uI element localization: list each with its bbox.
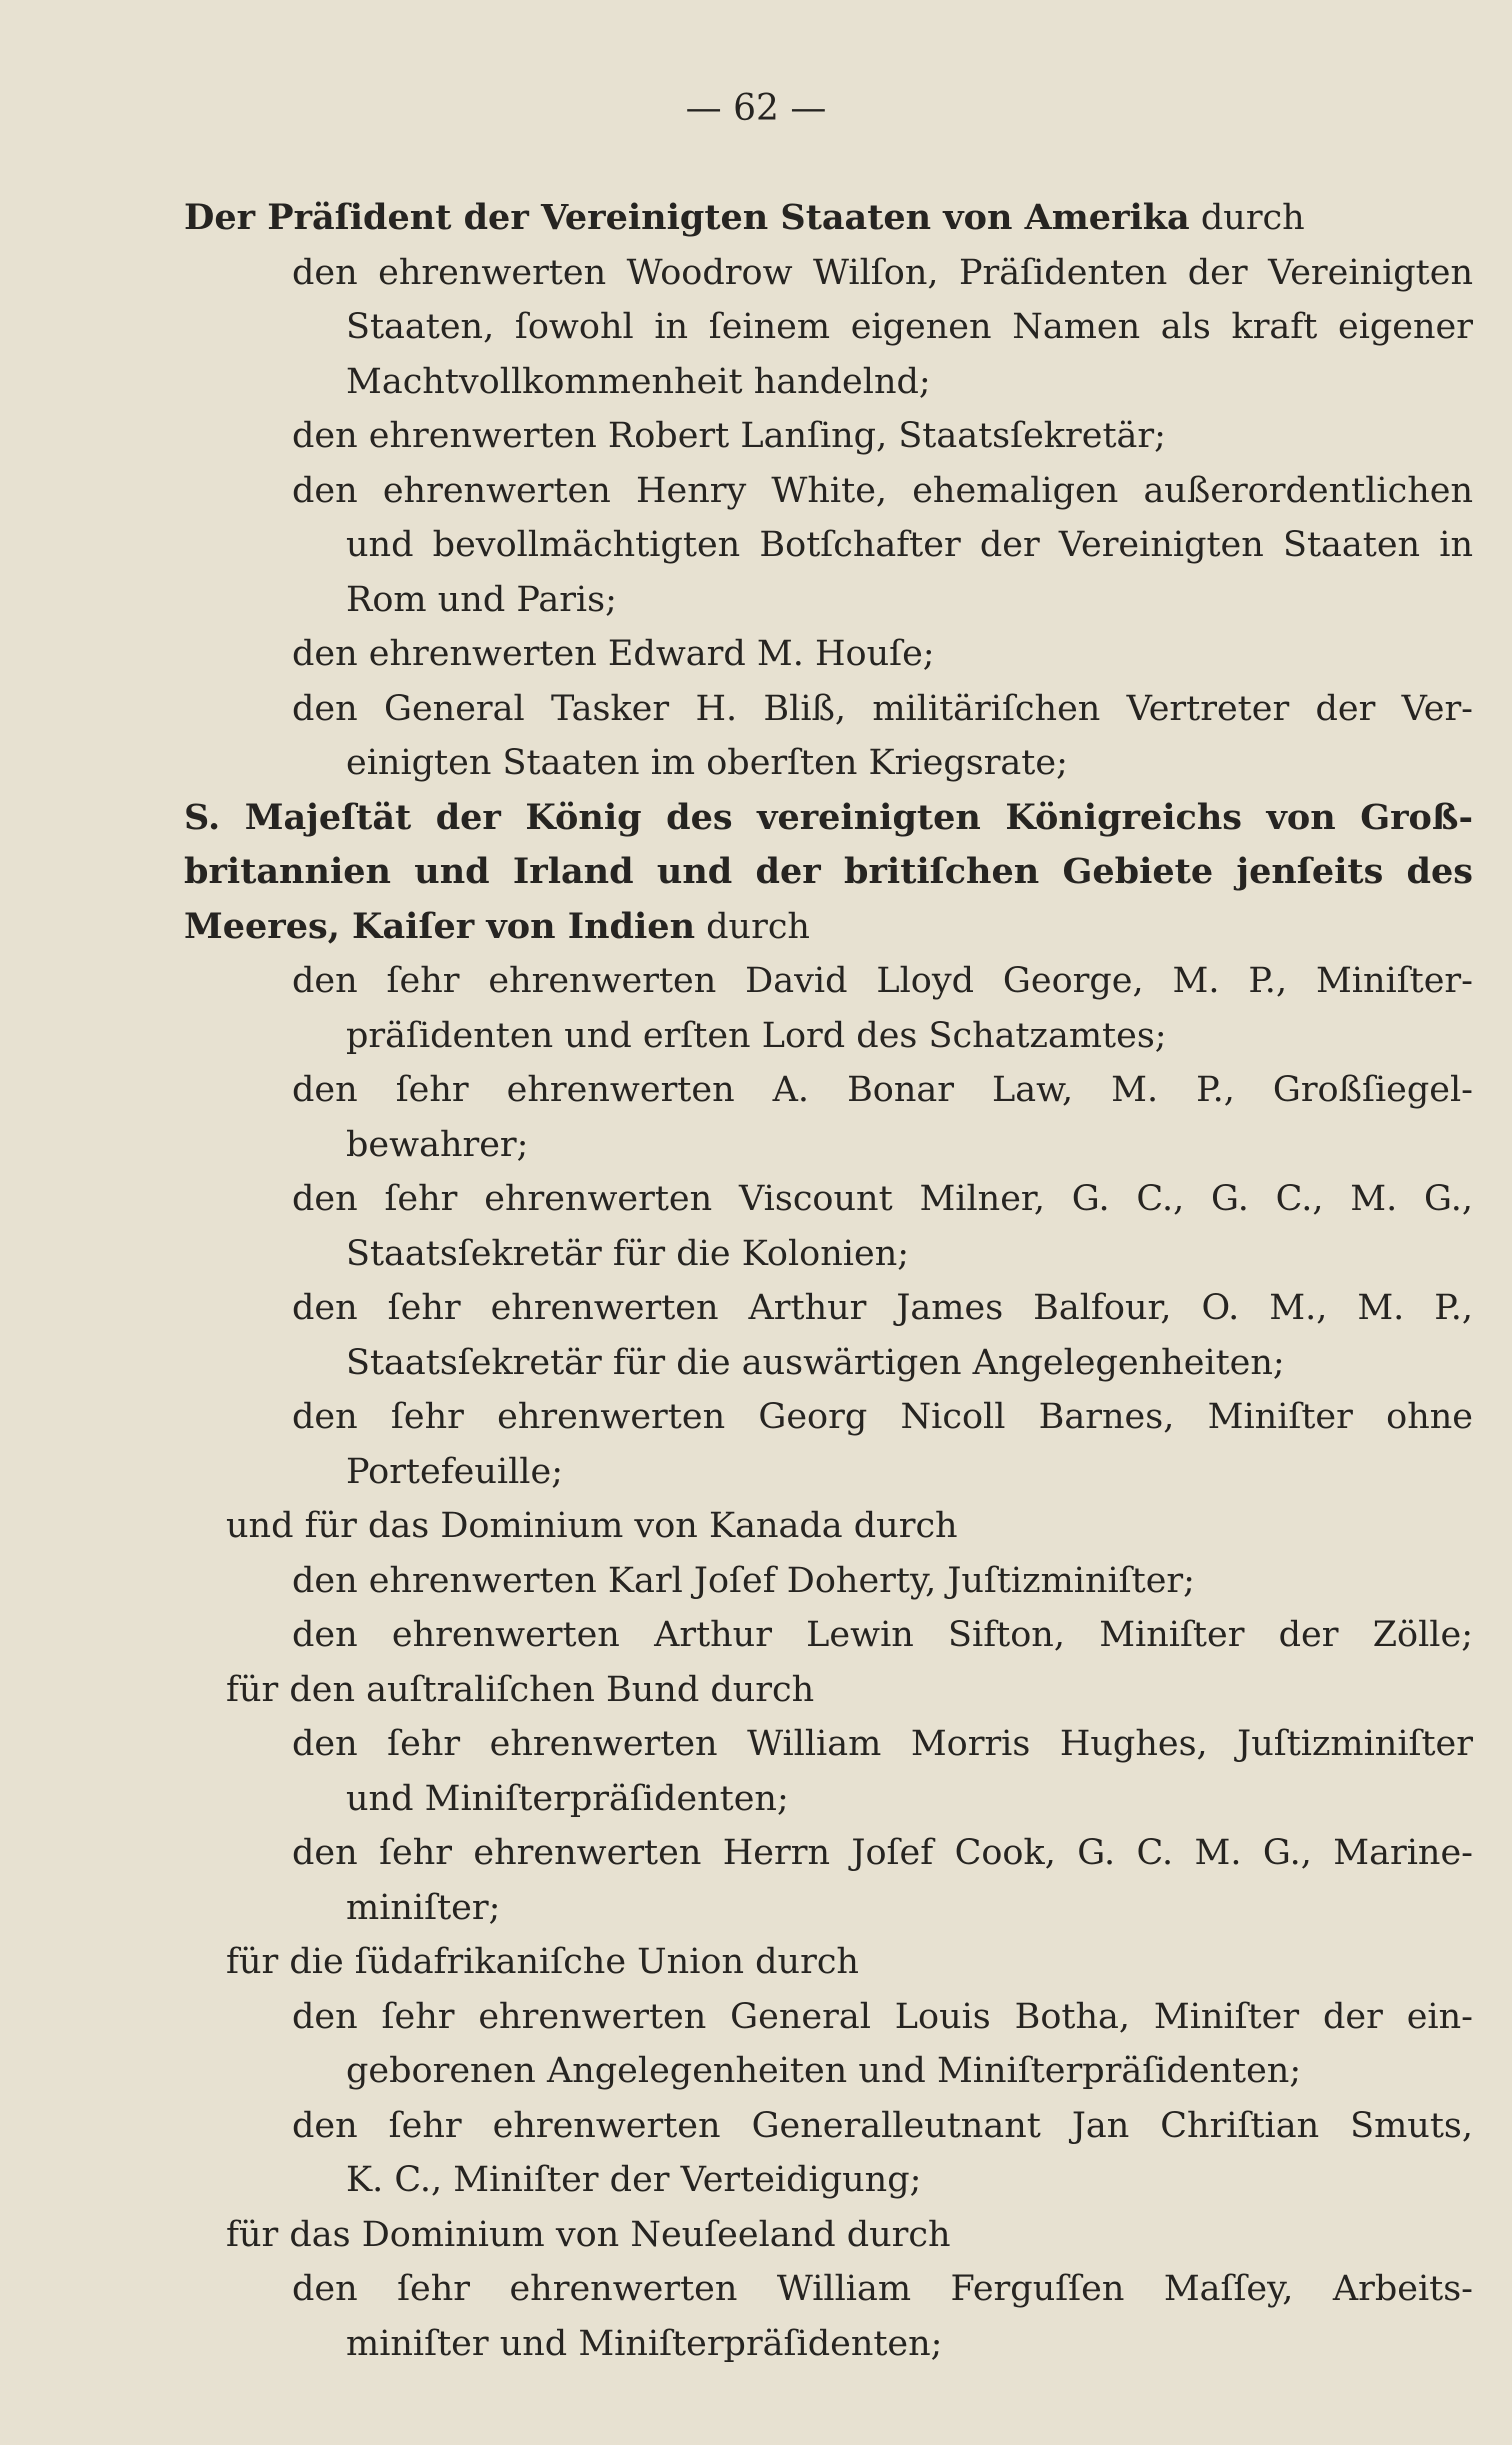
bold-heading-text: Der Präſident der Vereinigten Staaten von Amerika: [184, 197, 1190, 238]
text-line: [346, 1881, 1473, 1935]
text-line: [346, 300, 1473, 354]
text-line: [226, 1663, 1473, 1717]
line-text: den ehrenwerten Arthur Lewin Sifton, Miniſter der Zölle;: [292, 1615, 1473, 1655]
line-text: den General Tasker H. Bliß, militäriſchen Vertreter der Ver-: [292, 688, 1473, 729]
text-line: [346, 1227, 1473, 1281]
line-text: den ehrenwerten Karl Joſef Doherty, Juſtizminiſter;: [292, 1560, 1195, 1601]
line-text: den ſehr ehrenwerten Generalleutnant Jan Chriſtian Smuts,: [292, 2105, 1473, 2146]
text-line: [292, 1554, 1473, 1608]
text-line: [346, 1772, 1473, 1826]
text-line: [346, 1445, 1473, 1499]
line-text: den ſehr ehrenwerten William Ferguſſen Maſſey, Arbeits-: [292, 2269, 1473, 2309]
line-text: für den auſtraliſchen Bund durch: [226, 1669, 815, 1710]
line-text: den ſehr ehrenwerten Arthur James Balfour, O. M., M. P.,: [292, 1288, 1473, 1328]
line-text: den ſehr ehrenwerten General Louis Botha, Miniſter der ein-: [292, 1996, 1473, 2037]
bold-heading-text: Meeres, Kaiſer von Indien: [184, 905, 696, 947]
text-line: [292, 682, 1473, 736]
text-line: [292, 1390, 1473, 1444]
text-line: [226, 1935, 1473, 1989]
text-line: [292, 1172, 1473, 1226]
line-text: Portefeuille;: [346, 1451, 564, 1492]
line-text: und für das Dominium von Kanada durch: [226, 1506, 958, 1546]
text-line: [226, 1499, 1473, 1553]
line-text: miniſter und Miniſterpräſidenten;: [346, 2323, 943, 2364]
text-line: [292, 1063, 1473, 1117]
text-line: [292, 2099, 1473, 2153]
text-line: [346, 1336, 1473, 1390]
bold-heading-text: S. Majeſtät der König des vereinigten Königreichs von Groß-: [184, 796, 1473, 838]
line-text: K. C., Miniſter der Verteidigung;: [346, 2160, 922, 2200]
line-text: den ſehr ehrenwerten William Morris Hughes, Juſtizminiſter: [292, 1724, 1473, 1764]
line-text: und bevollmächtigten Botſchafter der Vereinigten Staaten in: [346, 525, 1473, 565]
text-line: [346, 518, 1473, 572]
text-line: [292, 1990, 1473, 2044]
text-line: [346, 736, 1473, 790]
line-text: bewahrer;: [346, 1124, 529, 1165]
line-text: präſidenten und erſten Lord des Schatzamtes;: [346, 1015, 1167, 1056]
line-text: den ſehr ehrenwerten Viscount Milner, G. C., G. C., M. G.,: [292, 1179, 1473, 1219]
line-text: Staatsſekretär für die auswärtigen Angelegenheiten;: [346, 1342, 1285, 1383]
page-number: — 62 —: [685, 88, 827, 129]
line-text: Rom und Paris;: [346, 579, 617, 620]
line-text: den ſehr ehrenwerten Herrn Joſef Cook, G. C. M. G., Marine-: [292, 1833, 1473, 1873]
text-line: [292, 954, 1473, 1008]
text-line: [292, 409, 1473, 463]
text-line: [292, 1826, 1473, 1880]
text-line: [346, 355, 1473, 409]
line-text: den ehrenwerten Woodrow Wilſon, Präſidenten der Vereinigten: [292, 252, 1473, 293]
text-line: [292, 2262, 1473, 2316]
text-line: [346, 2044, 1473, 2098]
line-text: für das Dominium von Neuſeeland durch: [226, 2214, 951, 2255]
line-text: den ehrenwerten Edward M. Houſe;: [292, 634, 935, 674]
line-text: durch: [1189, 198, 1305, 238]
text-line: [184, 791, 1473, 845]
text-line: [346, 1009, 1473, 1063]
text-line: [292, 246, 1473, 300]
text-line: [346, 2317, 1473, 2371]
line-text: geborenen Angelegenheiten und Miniſterpräſidenten;: [346, 2051, 1302, 2091]
line-text: Staaten, ſowohl in ſeinem eigenen Namen als kraft eigener: [346, 307, 1473, 347]
line-text: den ſehr ehrenwerten A. Bonar Law, M. P., Großſiegel-: [292, 1070, 1473, 1110]
text-line: [292, 1717, 1473, 1771]
line-text: durch: [695, 906, 810, 947]
bold-heading-text: britannien und Irland und der britiſchen Gebiete jenſeits des: [184, 851, 1473, 892]
line-text: den ſehr ehrenwerten David Lloyd George, M. P., Miniſter-: [292, 961, 1473, 1001]
line-text: und Miniſterpräſidenten;: [346, 1778, 789, 1819]
line-text: den ſehr ehrenwerten Georg Nicoll Barnes, Miniſter ohne: [292, 1397, 1473, 1437]
text-line: [184, 900, 1473, 954]
line-text: für die ſüdafrikaniſche Union durch: [226, 1942, 859, 1982]
line-text: miniſter;: [346, 1887, 501, 1928]
line-text: einigten Staaten im oberſten Kriegsrate;: [346, 743, 1068, 783]
line-text: Machtvollkommenheit handelnd;: [346, 361, 931, 402]
text-line: [292, 1608, 1473, 1662]
text-line: [184, 191, 1473, 245]
text-line: [292, 1281, 1473, 1335]
text-line: [292, 464, 1473, 518]
text-line: [226, 2208, 1473, 2262]
text-line: [292, 627, 1473, 681]
text-line: [184, 845, 1473, 899]
line-text: den ehrenwerten Robert Lanſing, Staatsſekretär;: [292, 416, 1166, 456]
line-text: den ehrenwerten Henry White, ehemaligen außerordentlichen: [292, 470, 1473, 511]
text-line: [346, 1118, 1473, 1172]
text-line: [346, 2153, 1473, 2207]
text-line: [346, 573, 1473, 627]
line-text: Staatsſekretär für die Kolonien;: [346, 1233, 910, 1274]
